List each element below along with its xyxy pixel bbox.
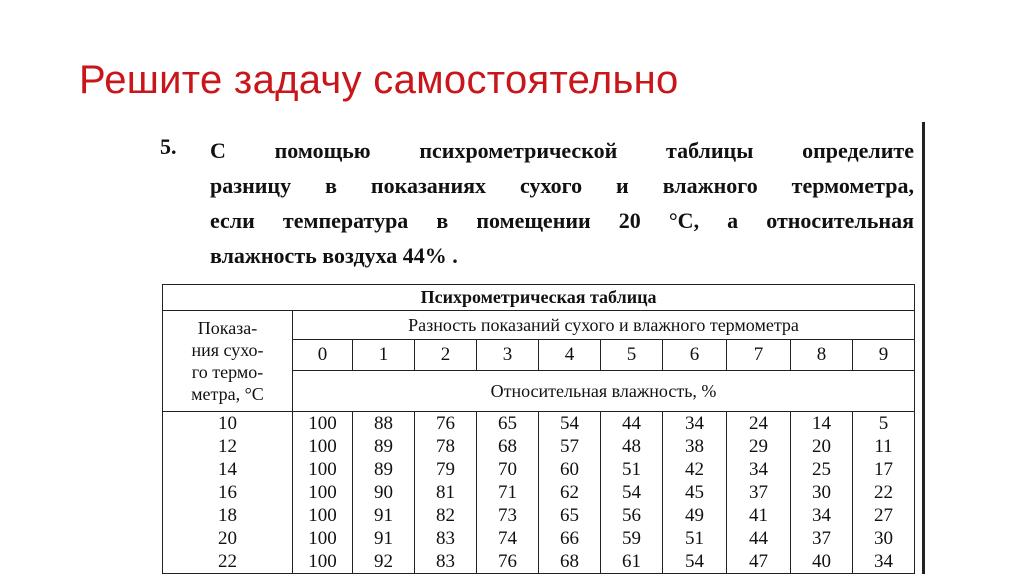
dry-temp-header-line: го термо- — [191, 362, 264, 382]
difference-value: 3 — [477, 340, 539, 371]
difference-value: 5 — [601, 340, 663, 371]
humidity-column — [601, 412, 663, 574]
dry-temp-header — [163, 311, 293, 412]
humidity-value: 38 — [685, 436, 704, 457]
humidity-column — [853, 412, 915, 574]
humidity-column — [415, 412, 477, 574]
humidity-value: 65 — [560, 505, 579, 526]
humidity-value: 82 — [436, 505, 455, 526]
humidity-value: 34 — [749, 459, 768, 480]
humidity-value: 89 — [374, 436, 393, 457]
difference-value: 8 — [791, 340, 853, 371]
humidity-value: 42 — [685, 459, 704, 480]
slide-title: Решите задачу самостоятельно — [79, 58, 679, 102]
humidity-value: 17 — [874, 459, 894, 480]
dry-temp-value: 12 — [218, 436, 237, 457]
humidity-value: 90 — [374, 482, 393, 503]
dry-temp-header-line: Показа- — [197, 318, 258, 338]
page-edge-rule — [922, 122, 925, 574]
humidity-value: 83 — [436, 551, 455, 572]
humidity-value: 24 — [749, 413, 768, 434]
humidity-column — [293, 412, 353, 574]
difference-value: 6 — [663, 340, 727, 371]
humidity-value: 79 — [436, 459, 455, 480]
humidity-value: 22 — [874, 482, 894, 503]
humidity-value: 44 — [749, 528, 768, 549]
humidity-value: 20 — [812, 436, 831, 457]
difference-value: 2 — [415, 340, 477, 371]
humidity-header: Относительная влажность, % — [293, 371, 915, 412]
difference-value: 7 — [727, 340, 791, 371]
humidity-value: 44 — [622, 413, 641, 434]
humidity-value: 29 — [749, 436, 768, 457]
psychrometric-table — [162, 284, 915, 574]
humidity-value: 54 — [622, 482, 641, 503]
humidity-value: 76 — [436, 413, 455, 434]
humidity-value: 40 — [812, 551, 831, 572]
humidity-value: 73 — [498, 505, 517, 526]
humidity-value: 83 — [436, 528, 455, 549]
task-line: если температура в помещении 20 °C, а относительная — [210, 208, 914, 233]
humidity-value: 5 — [878, 413, 889, 434]
humidity-value: 14 — [812, 413, 831, 434]
humidity-column — [353, 412, 415, 574]
humidity-value: 66 — [560, 528, 579, 549]
humidity-value: 57 — [560, 436, 579, 457]
humidity-value: 59 — [622, 528, 641, 549]
humidity-value: 89 — [374, 459, 393, 480]
table-caption: Психрометрическая таблица — [163, 285, 915, 311]
humidity-value: 100 — [308, 482, 337, 503]
humidity-column — [477, 412, 539, 574]
task-line: разницу в показаниях сухого и влажного термометра, — [210, 173, 914, 198]
humidity-value: 68 — [560, 551, 579, 572]
difference-header: Разность показаний сухого и влажного термометра — [293, 311, 915, 340]
humidity-value: 56 — [622, 505, 641, 526]
humidity-data-row — [163, 412, 915, 574]
humidity-value: 62 — [560, 482, 579, 503]
humidity-column — [539, 412, 601, 574]
humidity-value: 51 — [685, 528, 704, 549]
humidity-column — [663, 412, 727, 574]
humidity-value: 49 — [685, 505, 704, 526]
humidity-value: 25 — [812, 459, 831, 480]
task-line: влажность воздуха 44% . — [210, 243, 458, 268]
humidity-value: 91 — [374, 505, 393, 526]
humidity-value: 88 — [374, 413, 393, 434]
dry-temp-header-line: метра, °C — [191, 384, 264, 404]
humidity-value: 74 — [498, 528, 517, 549]
humidity-value: 34 — [874, 551, 894, 572]
humidity-value: 91 — [374, 528, 393, 549]
dry-temp-column — [163, 412, 293, 574]
humidity-value: 61 — [622, 551, 641, 572]
difference-value: 9 — [853, 340, 915, 371]
humidity-value: 30 — [812, 482, 831, 503]
humidity-value: 76 — [498, 551, 517, 572]
dry-temp-value: 14 — [218, 459, 237, 480]
humidity-value: 51 — [622, 459, 641, 480]
humidity-value: 100 — [308, 505, 337, 526]
humidity-value: 100 — [308, 436, 337, 457]
dry-temp-value: 16 — [218, 482, 237, 503]
humidity-value: 100 — [308, 459, 337, 480]
humidity-value: 70 — [498, 459, 517, 480]
humidity-value: 92 — [374, 551, 393, 572]
humidity-column — [727, 412, 791, 574]
humidity-value: 34 — [812, 505, 831, 526]
dry-temp-value: 10 — [218, 413, 237, 434]
humidity-value: 11 — [874, 436, 893, 457]
humidity-value: 30 — [874, 528, 894, 549]
dry-temp-value: 22 — [218, 551, 237, 572]
dry-temp-header-line: ния сухо- — [191, 340, 264, 360]
dry-temp-value: 20 — [218, 528, 237, 549]
humidity-value: 37 — [812, 528, 831, 549]
difference-value: 4 — [539, 340, 601, 371]
humidity-value: 100 — [308, 413, 337, 434]
task-statement — [210, 133, 914, 273]
difference-value: 0 — [293, 340, 353, 371]
humidity-value: 100 — [308, 551, 337, 572]
humidity-value: 65 — [498, 413, 517, 434]
humidity-value: 100 — [308, 528, 337, 549]
humidity-value: 81 — [436, 482, 455, 503]
humidity-value: 48 — [622, 436, 641, 457]
humidity-value: 41 — [749, 505, 768, 526]
humidity-value: 27 — [874, 505, 894, 526]
humidity-value: 34 — [685, 413, 704, 434]
humidity-value: 78 — [436, 436, 455, 457]
humidity-value: 45 — [685, 482, 704, 503]
humidity-value: 71 — [498, 482, 517, 503]
task-number: 5. — [160, 134, 177, 159]
humidity-value: 54 — [560, 413, 579, 434]
humidity-value: 47 — [749, 551, 768, 572]
humidity-column — [791, 412, 853, 574]
task-line: С помощью психрометрической таблицы определите — [210, 138, 914, 163]
humidity-value: 60 — [560, 459, 579, 480]
humidity-value: 37 — [749, 482, 768, 503]
dry-temp-value: 18 — [218, 505, 237, 526]
humidity-value: 54 — [685, 551, 704, 572]
humidity-value: 68 — [498, 436, 517, 457]
difference-value: 1 — [353, 340, 415, 371]
